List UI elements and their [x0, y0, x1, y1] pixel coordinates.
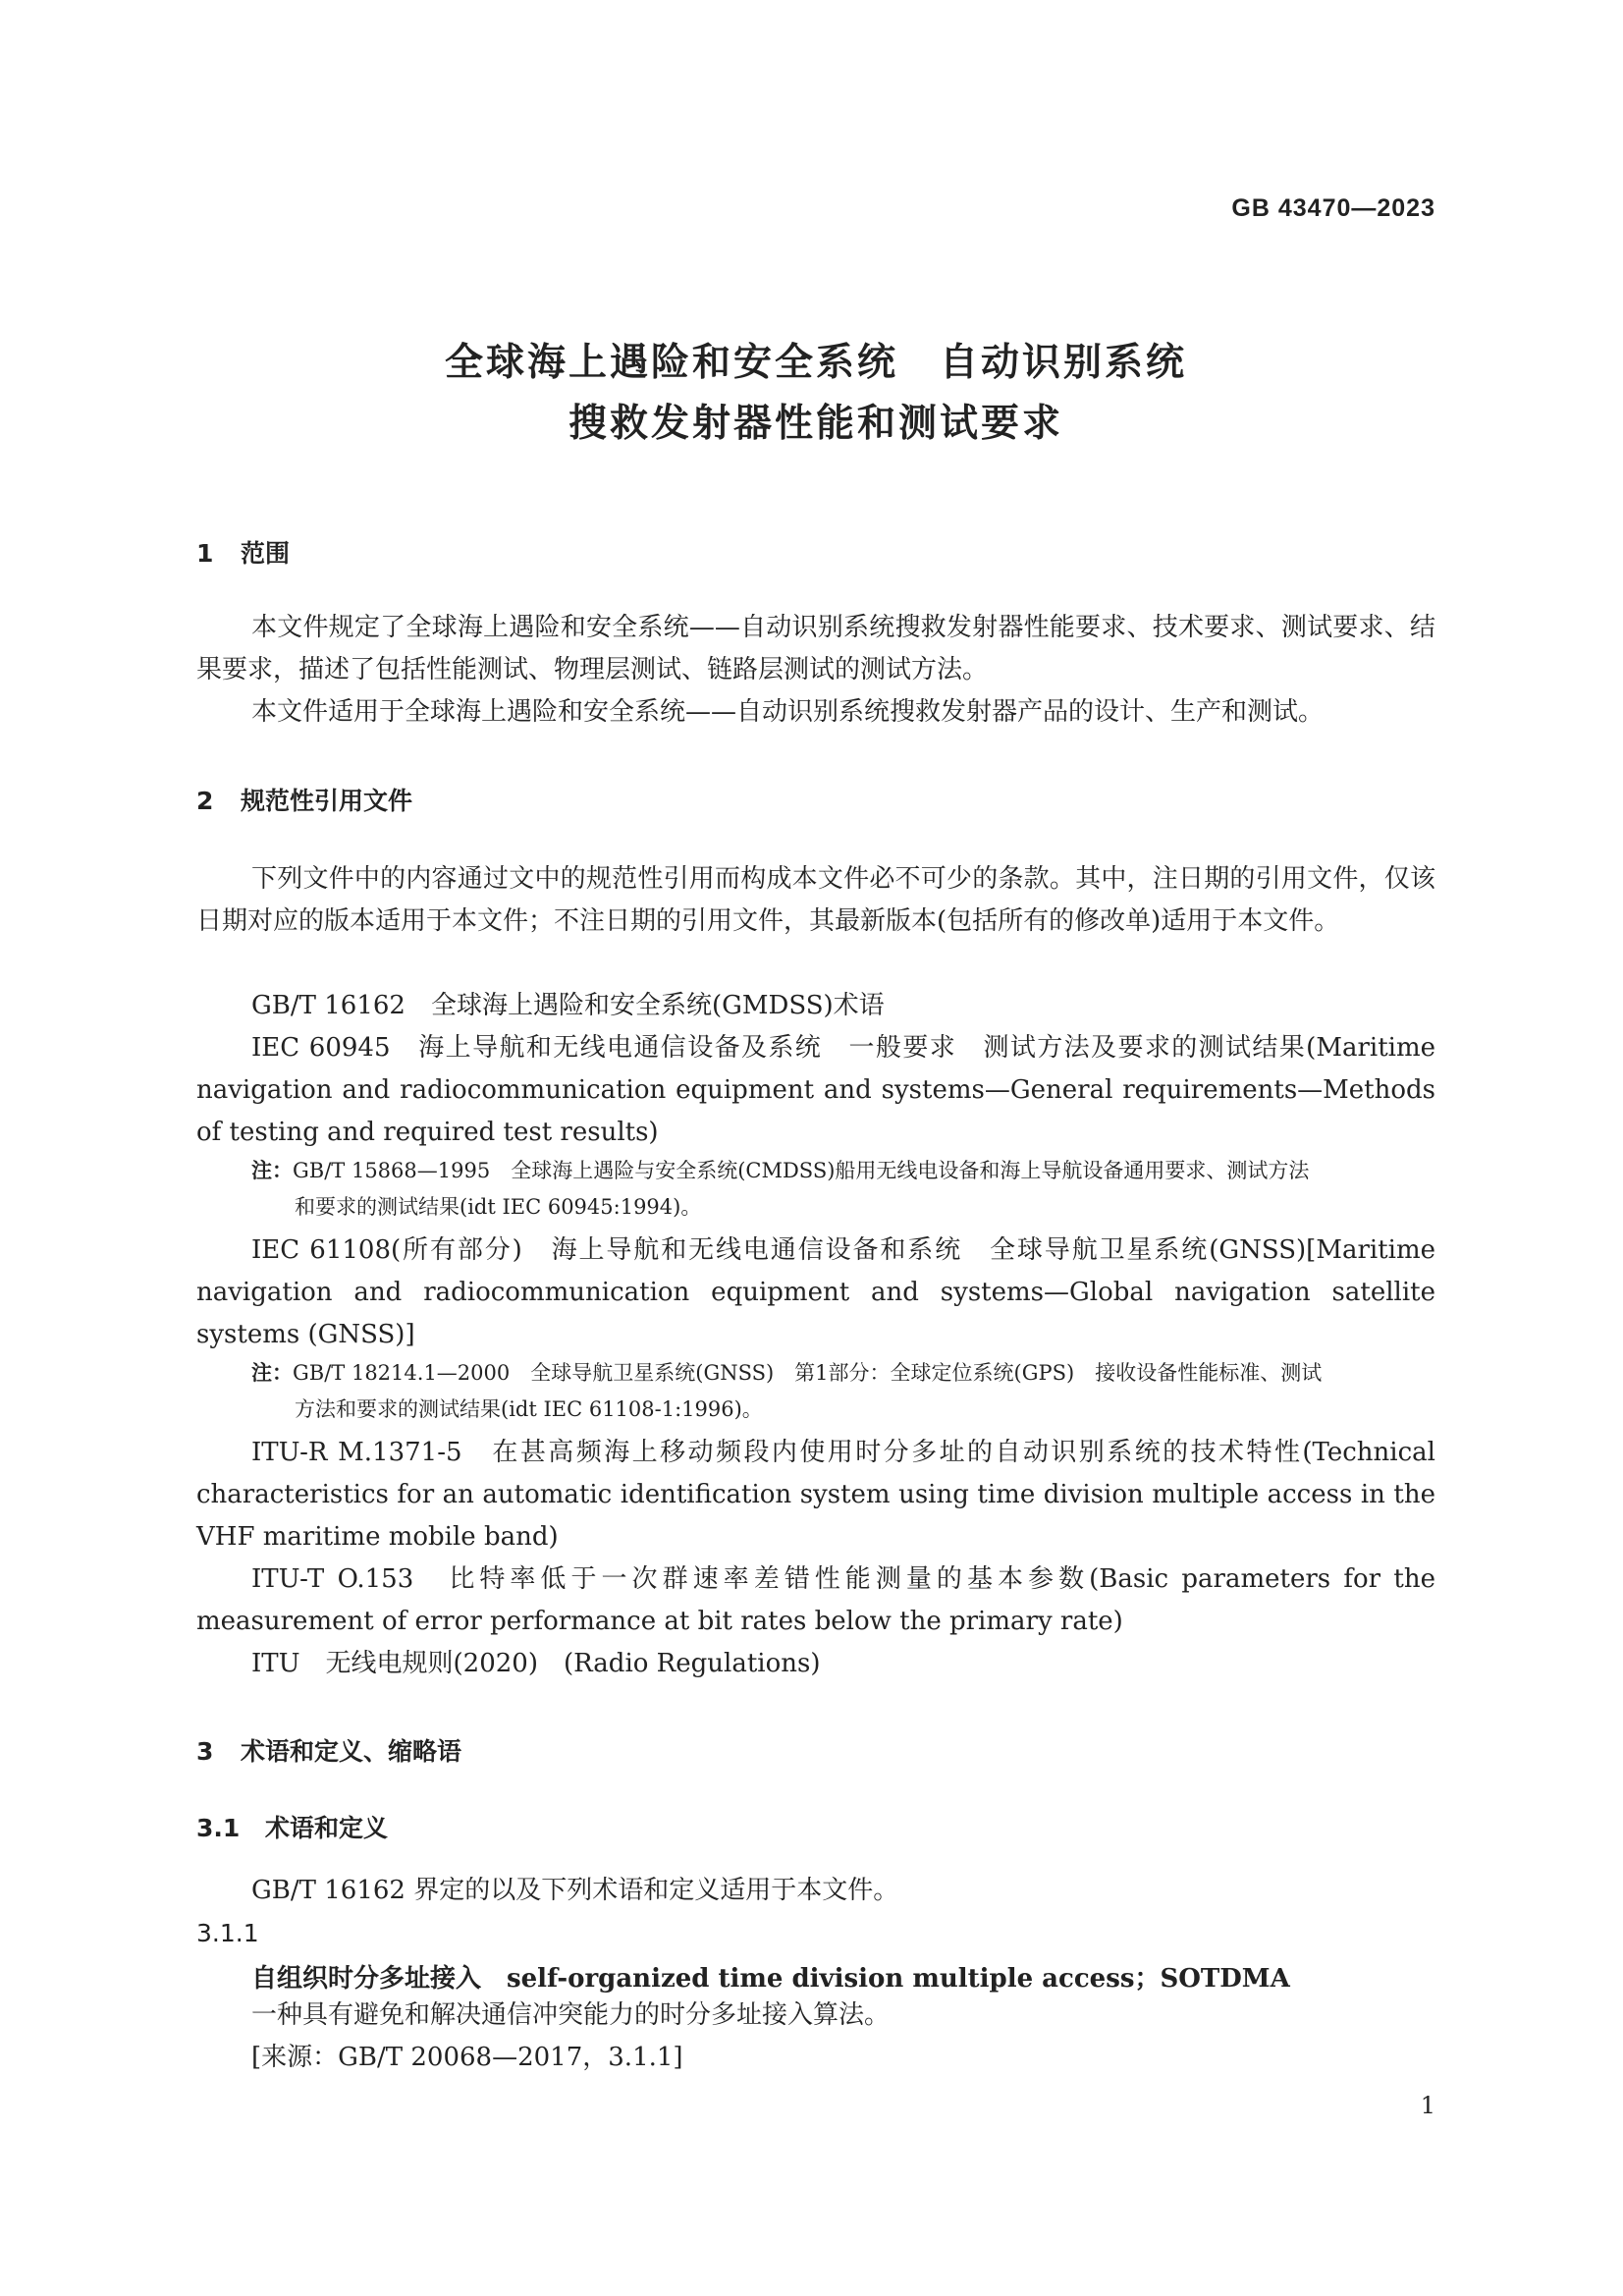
term-source: [来源：GB/T 20068—2017，3.1.1]: [251, 2043, 683, 2072]
note-text-line-2: 方法和要求的测试结果(idt IEC 61108-1:1996)。: [295, 1397, 763, 1421]
note-text-line-2: 和要求的测试结果(idt IEC 60945:1994)。: [295, 1195, 702, 1219]
note-text-line-1: GB/T 18214.1—2000 全球导航卫星系统(GNSS) 第1部分：全球定位系统(GPS) 接收设备性能标准、测试: [293, 1361, 1323, 1385]
term-title: 自组织时分多址接入 self-organized time division multiple access；SOTDMA: [251, 1964, 1290, 1994]
section-2-intro: 下列文件中的内容通过文中的规范性引用而构成本文件必不可少的条款。其中，注日期的引用文件，仅该日期对应的版本适用于本文件；不注日期的引用文件，其最新版本(包括所有的修改单)适用于本文件。: [196, 864, 1435, 936]
subsection-title: 术语和定义: [265, 1814, 389, 1842]
reference-iec-60945: IEC 60945 海上导航和无线电通信设备及系统 一般要求 测试方法及要求的测试结果(Maritime navigation and radiocommunication equipment and systems—General requirements—Methods of testing and required test results): [196, 1033, 1435, 1147]
note-label: 注：: [251, 1159, 293, 1182]
reference-gbt-16162: GB/T 16162 全球海上遇险和安全系统(GMDSS)术语: [251, 991, 885, 1020]
page-number: 1: [1420, 2092, 1435, 2119]
note-text-line-1: GB/T 15868—1995 全球海上遇险与安全系统(CMDSS)船用无线电设备和海上导航设备通用要求、测试方法: [293, 1159, 1310, 1182]
section-1-heading: [196, 534, 290, 570]
section-number: 1: [196, 539, 214, 568]
document-title-line-2: 搜救发射器性能和测试要求: [568, 402, 1063, 446]
reference-itu-r-m1371: ITU-R M.1371-5 在甚高频海上移动频段内使用时分多址的自动识别系统的技术特性(Technical characteristics for an automatic identification system using time division multiple access in the VHF maritime mobile band): [196, 1438, 1435, 1552]
section-3-heading: [196, 1732, 461, 1768]
section-title: 范围: [241, 539, 291, 568]
reference-itu-radio-regulations: ITU 无线电规则(2020) (Radio Regulations): [251, 1649, 821, 1678]
section-title: 术语和定义、缩略语: [241, 1737, 462, 1766]
section-2-heading: [196, 782, 412, 817]
section-1-paragraph-1: 本文件规定了全球海上遇险和安全系统——自动识别系统搜救发射器性能要求、技术要求、测试要求、结果要求，描述了包括性能测试、物理层测试、链路层测试的测试方法。: [196, 613, 1435, 684]
standard-code: GB 43470—2023: [1231, 194, 1435, 222]
subsection-3-1-heading: [196, 1809, 388, 1844]
section-number: 3: [196, 1737, 214, 1766]
reference-iec-61108: IEC 61108(所有部分) 海上导航和无线电通信设备和系统 全球导航卫星系统(GNSS)[Maritime navigation and radiocommunication equipment and systems—Global navigation satellite systems (GNSS)]: [196, 1235, 1435, 1349]
term-number: 3.1.1: [196, 1919, 259, 1947]
note-label: 注：: [251, 1361, 293, 1385]
note-2: [251, 1355, 1435, 1428]
section-1-paragraph-2: 本文件适用于全球海上遇险和安全系统——自动识别系统搜救发射器产品的设计、生产和测试。: [251, 697, 1325, 727]
reference-itu-t-o153: ITU-T O.153 比特率低于一次群速率差错性能测量的基本参数(Basic parameters for the measurement of error performance at bit rates below the primary rate): [196, 1564, 1435, 1636]
note-1: [251, 1153, 1435, 1226]
subsection-number: 3.1: [196, 1814, 241, 1842]
section-number: 2: [196, 787, 214, 815]
section-title: 规范性引用文件: [241, 787, 413, 815]
section-3-intro: GB/T 16162 界定的以及下列术语和定义适用于本文件。: [251, 1876, 899, 1905]
term-definition: 一种具有避免和解决通信冲突能力的时分多址接入算法。: [251, 2000, 891, 2030]
document-title-line-1: 全球海上遇险和安全系统 自动识别系统: [444, 341, 1187, 385]
